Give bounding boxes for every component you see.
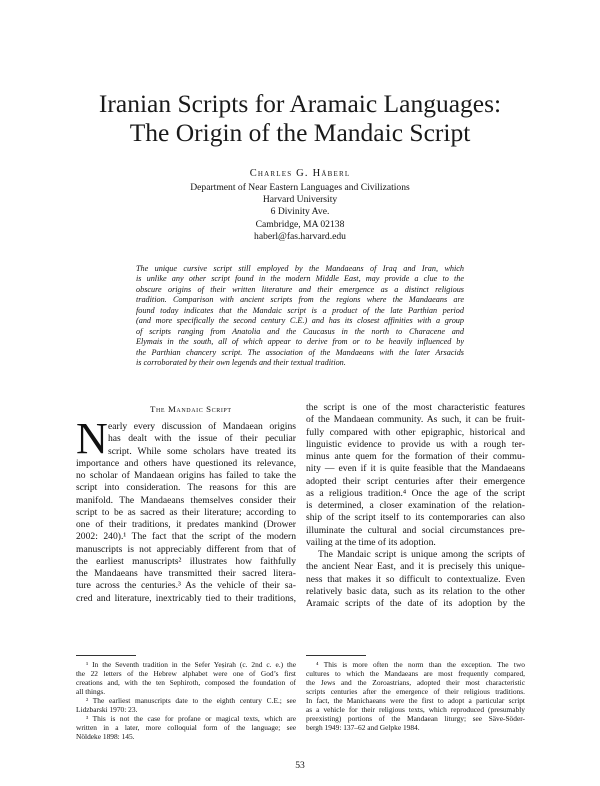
footnote-line: all things. <box>76 687 106 697</box>
body-line: Aramaic scripts of the date of its adoption by the <box>306 598 525 609</box>
footnote-line: written in a later, more colloquial form of the language; see <box>76 723 296 733</box>
footnote-line: Lidzbarski 1970: 23. <box>76 705 138 715</box>
footnote-line: ³ This is not the case for profane or magical texts, which are <box>86 714 296 724</box>
abstract-line: of scripts ranging from Anatolia and the Caucasus in the north to Characene and <box>136 326 464 336</box>
body-line: 2002: 240).¹ The fact that the script of the modern <box>76 531 296 543</box>
footnote-rule-left <box>76 655 136 656</box>
body-line: one of their traditions, it predates mankind (Drower <box>76 519 296 530</box>
body-line: manifold. The Mandaeans themselves consider their <box>76 494 296 506</box>
title-line-1: Iranian Scripts for Aramaic Languages: <box>98 89 502 118</box>
author-name: Charles G. Häberl <box>249 168 351 179</box>
body-line: the earliest manuscripts² illustrates how faithfully <box>76 555 296 567</box>
body-column-right <box>306 402 525 610</box>
page-number: 53 <box>295 760 305 771</box>
abstract-line: Elymais in the south, all of which appear to derive from or to be heavily influenced by <box>136 337 464 347</box>
body-line: script into consideration. The reasons for this are <box>76 482 296 494</box>
abstract <box>136 264 464 369</box>
body-line: The Mandaic script is unique among the scripts of <box>318 549 525 560</box>
abstract-line: is unlike any other script found in the modern Middle East, may provide a clue to the <box>136 274 464 284</box>
abstract-line: the Parthian chancery script. The association of the Mandaeans with the later Arsacids <box>136 347 464 357</box>
affiliation-city: Cambridge, MA 02138 <box>255 218 345 230</box>
body-line: fully compared with other epigraphic, historical and <box>306 426 525 438</box>
footnote-line: the 22 letters of the Hebrew alphabet were one of God’s first <box>76 669 296 679</box>
affiliation-department: Department of Near Eastern Languages and Civilizations <box>190 182 410 193</box>
footnote-line: ¹ In the Seventh tradition in the Sefer Yeṣirah (c. 2nd c. e.) the <box>86 660 296 669</box>
body-line: the Mandaeans have transmitted their sacred litera- <box>76 568 296 579</box>
body-line: the ancient Near East, and it is precisely this unique- <box>306 561 525 573</box>
affiliation-email[interactable]: haberl@fas.harvard.edu <box>254 230 346 242</box>
footnote-line: cultures to which the Mandaeans are most frequently compared, <box>306 669 525 679</box>
body-line: early every discussion of Mandaean origins <box>108 421 296 432</box>
footnote-line: ² The earliest manuscripts date to the eighth century C.E.; see <box>86 696 296 706</box>
body-line: linguistic evidence to provide us with a rough ter- <box>306 438 525 450</box>
body-line: adopted their script centuries after their emergence <box>306 475 525 487</box>
footnote-rule-right <box>306 655 366 656</box>
abstract-line: The unique cursive script still employed by the Mandaeans of Iraq and Iran, which <box>136 264 464 273</box>
footnote-line: ⁴ This is more often the norm than the exception. The two <box>316 660 525 669</box>
author-affiliation <box>0 182 600 243</box>
body-line: the script is one of the most characteristic features <box>306 402 525 413</box>
body-line: is determined, a closer examination of the relation- <box>306 500 525 511</box>
body-line: nity — even if it is quite feasible that the Mandaeans <box>306 463 525 475</box>
body-line: manuscripts is not appreciably different from that of <box>76 543 296 555</box>
body-line: ness that makes it so difficult to contextualize. Even <box>306 573 525 585</box>
drop-cap: N <box>76 414 108 463</box>
affiliation-street: 6 Divinity Ave. <box>270 206 330 218</box>
paper-title <box>0 89 600 147</box>
body-column-left <box>76 414 296 605</box>
affiliation-university: Harvard University <box>262 194 338 206</box>
abstract-line: tradition. Comparison with ancient scripts from the regions where the Mandaeans are <box>136 295 464 305</box>
body-line: illuminate the cultural and social circumstances pre- <box>306 524 525 536</box>
body-line: script. While some scholars have treated its <box>108 445 296 457</box>
body-line: ture across the centuries.³ As the vehicle of their sa- <box>76 580 296 592</box>
footnote-line: creations and, with the ten Sephiroth, composed the foundation of <box>76 678 296 688</box>
body-line: ship of the script itself to its contemporaries can also <box>306 512 525 524</box>
footnote-line: Nöldeke 1898: 145. <box>76 732 135 742</box>
body-line: as a religious tradition.⁴ Once the age of the script <box>306 487 525 499</box>
footnote-line: preexisting) portions of the Mandaean liturgy; see Säve-Söder- <box>306 714 525 724</box>
body-line: minus ante quem for the formation of their commu- <box>306 451 525 462</box>
title-line-2: The Origin of the Mandaic Script <box>129 118 471 147</box>
section-heading: The Mandaic Script <box>150 404 232 414</box>
body-line: importance and others have questioned its relevance, <box>76 457 296 469</box>
abstract-line: obscure origins of their written literature and their emergence as a distinct religious <box>136 284 464 294</box>
footnote-line: scripts centuries after the emergence of their religious traditions. <box>306 687 525 697</box>
abstract-line: (and more specifically the second century C.E.) and has its closest affinities with a group <box>136 316 464 326</box>
body-line: script to be as sacred as their literature; according to <box>76 506 296 518</box>
abstract-line: is corroborated by their own legends and their textual tradition. <box>136 358 346 368</box>
abstract-line: found today indicates that the Mandaic script is a product of the late Parthian period <box>136 305 464 315</box>
body-line: has dealt with the issue of their peculiar <box>108 433 296 445</box>
body-line: of the Mandaean community. As such, it can be fruit- <box>306 414 525 426</box>
footnote-line: the Jews and the Zoroastrians, adopted their most characteristic <box>306 678 525 688</box>
footnotes-right <box>306 660 525 732</box>
footnote-line: In fact, the Manichaeans were the first to adopt a particular script <box>306 696 525 706</box>
body-line: cred and literature, inextricably tied to their traditions, <box>76 592 296 604</box>
footnotes-left <box>76 660 296 741</box>
body-line: no scholar of Mandaean origins has failed to take the <box>76 470 296 481</box>
body-line: vailing at the time of its adoption. <box>306 536 436 548</box>
footnote-line: bergh 1949: 137–62 and Gelpke 1984. <box>306 723 420 733</box>
footnote-line: as a vehicle for their religious texts, which reproduced (presumably <box>306 705 525 715</box>
body-line: relatively basic data, such as its relation to the other <box>306 585 525 597</box>
